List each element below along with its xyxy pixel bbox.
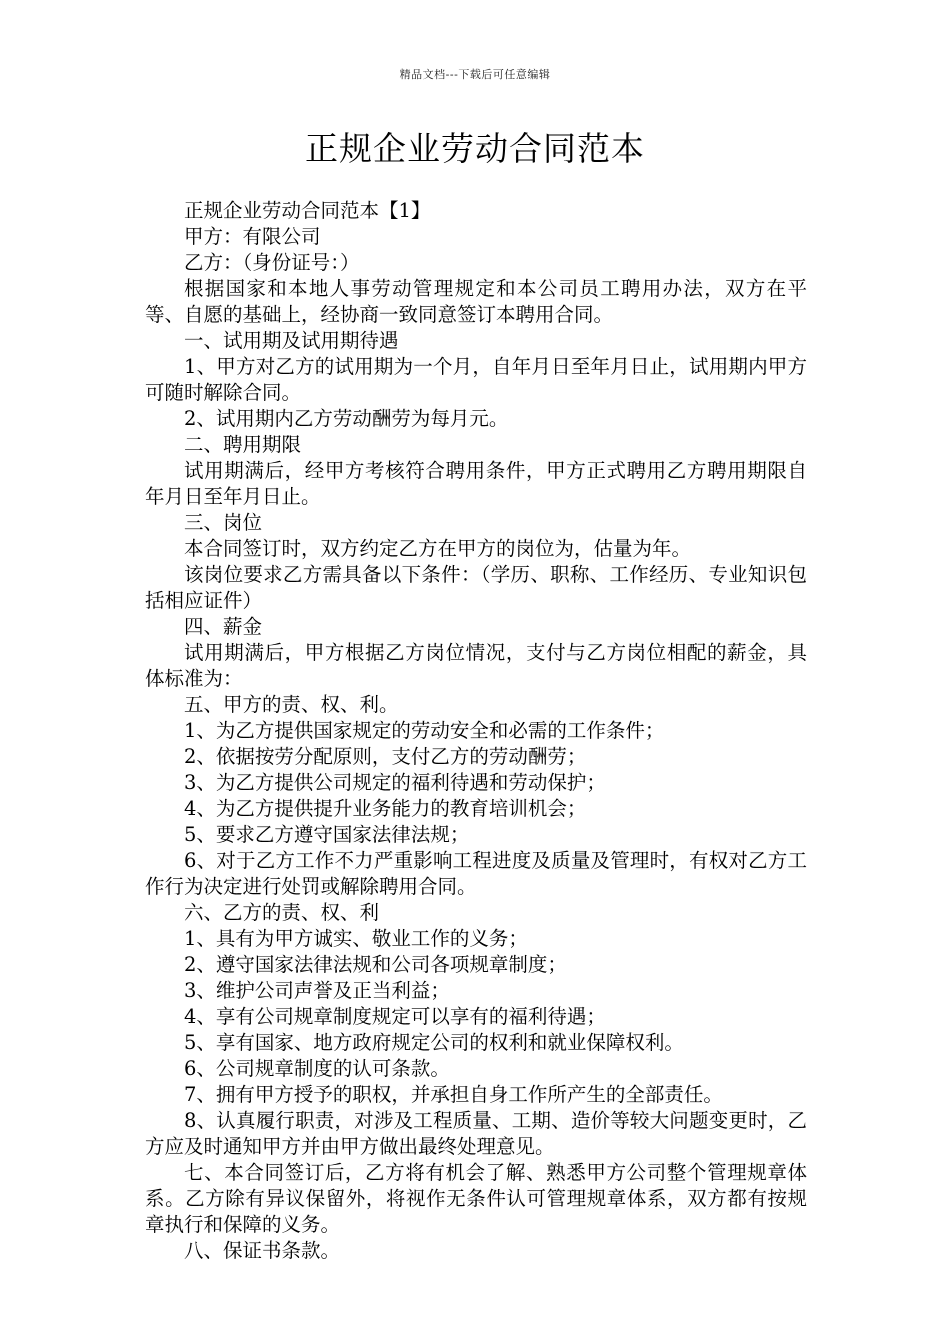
list-item: 8、认真履行职责，对涉及工程质量、工期、造价等较大问题变更时，乙方应及时通知甲方并由甲方做出最终处理意见。 (145, 1109, 807, 1158)
document-body (145, 198, 807, 1264)
list-item: 2、遵守国家法律法规和公司各项规章制度； (184, 953, 567, 976)
section-heading: 六、乙方的责、权、利 (184, 901, 380, 924)
list-item: 4、为乙方提供提升业务能力的教育培训机会； (184, 797, 587, 820)
list-item: 5、享有国家、地方政府规定公司的权利和就业保障权利。 (184, 1031, 684, 1054)
paragraph: 1、甲方对乙方的试用期为一个月，自年月日至年月日止，试用期内甲方可随时解除合同。 (145, 355, 807, 404)
list-item: 1、具有为甲方诚实、敬业工作的义务； (184, 927, 528, 950)
section-heading: 一、试用期及试用期待遇 (184, 329, 399, 352)
document-title: 正规企业劳动合同范本 (305, 129, 645, 168)
section-heading: 二、聘用期限 (184, 433, 302, 456)
list-item: 3、维护公司声誉及正当利益； (184, 979, 450, 1002)
list-item: 6、公司规章制度的认可条款。 (184, 1057, 450, 1080)
section-heading: 八、保证书条款。 (184, 1239, 341, 1262)
paragraph: 该岗位要求乙方需具备以下条件：（学历、职称、工作经历、专业知识包括相应证件） (145, 563, 807, 612)
paragraph: 七、本合同签订后，乙方将有机会了解、熟悉甲方公司整个管理规章体系。乙方除有异议保留外，将视作无条件认可管理规章体系，双方都有按规章执行和保障的义务。 (145, 1161, 807, 1236)
list-item: 2、依据按劳分配原则，支付乙方的劳动酬劳； (184, 745, 587, 768)
paragraph: 试用期满后，甲方根据乙方岗位情况，支付与乙方岗位相配的薪金，具体标准为： (145, 641, 807, 690)
paragraph: 试用期满后，经甲方考核符合聘用条件，甲方正式聘用乙方聘用期限自年月日至年月日止。 (145, 459, 807, 508)
list-item: 1、为乙方提供国家规定的劳动安全和必需的工作条件； (184, 719, 665, 742)
list-item: 3、为乙方提供公司规定的福利待遇和劳动保护； (184, 771, 606, 794)
paragraph: 2、试用期内乙方劳动酬劳为每月元。 (184, 407, 509, 430)
paragraph: 乙方：（身份证号：） (184, 251, 360, 274)
list-item: 6、对于乙方工作不力严重影响工程进度及质量及管理时，有权对乙方工作行为决定进行处罚或解除聘用合同。 (145, 849, 807, 898)
list-item: 7、拥有甲方授予的职权，并承担自身工作所产生的全部责任。 (184, 1083, 723, 1106)
paragraph: 根据国家和本地人事劳动管理规定和本公司员工聘用办法，双方在平等、自愿的基础上，经协商一致同意签订本聘用合同。 (145, 277, 807, 326)
section-heading: 五、甲方的责、权、利。 (184, 693, 399, 716)
list-item: 5、要求乙方遵守国家法律法规； (184, 823, 470, 846)
list-item: 4、享有公司规章制度规定可以享有的福利待遇； (184, 1005, 606, 1028)
paragraph: 本合同签订时，双方约定乙方在甲方的岗位为，估量为年。 (184, 537, 692, 560)
paragraph: 正规企业劳动合同范本【1】 (184, 199, 431, 222)
header-note: 精品文档---下载后可任意编辑 (399, 68, 551, 81)
section-heading: 三、岗位 (184, 511, 263, 534)
section-heading: 四、薪金 (184, 615, 263, 638)
paragraph: 甲方：有限公司 (184, 225, 321, 248)
